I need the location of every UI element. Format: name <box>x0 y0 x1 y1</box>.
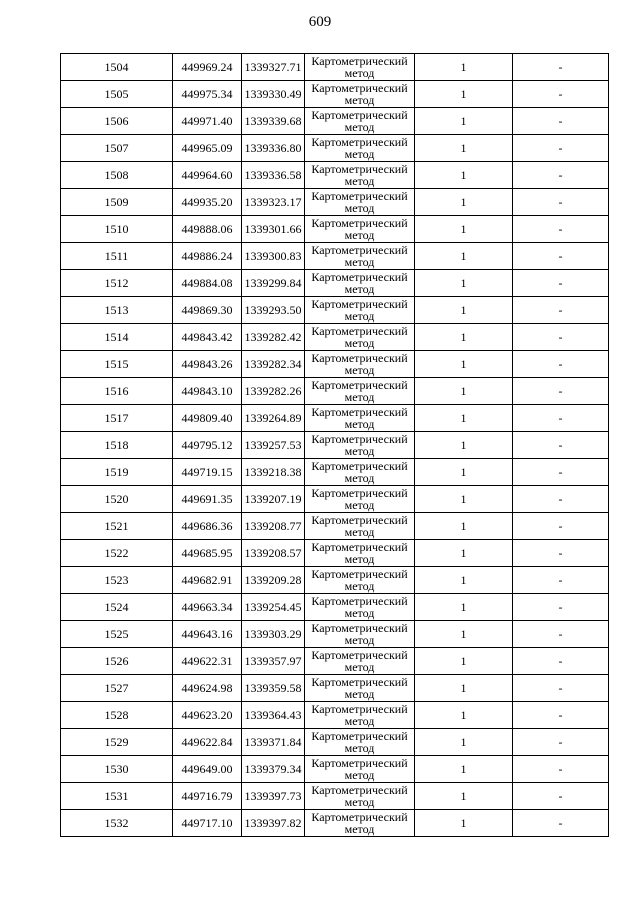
coordinate-x-cell: 449624.98 <box>173 675 242 702</box>
method-line-1: Картометрический <box>311 539 408 554</box>
coordinate-x-cell: 449682.91 <box>173 567 242 594</box>
point-number-cell: 1524 <box>61 594 173 621</box>
accuracy-cell: 1 <box>415 621 513 648</box>
description-cell: - <box>513 81 609 108</box>
accuracy-cell: 1 <box>415 216 513 243</box>
method-line-1: Картометрический <box>311 80 408 95</box>
accuracy-cell: 1 <box>415 108 513 135</box>
method-line-2: метод <box>344 767 375 782</box>
method-line-1: Картометрический <box>311 215 408 230</box>
method-line-2: метод <box>344 686 375 701</box>
coordinates-table <box>60 53 609 837</box>
method-line-2: метод <box>344 173 375 188</box>
coordinate-y-cell: 1339327.71 <box>242 54 305 81</box>
method-line-1: Картометрический <box>311 431 408 446</box>
table-row <box>61 540 609 567</box>
description-cell: - <box>513 378 609 405</box>
description-cell: - <box>513 216 609 243</box>
method-line-1: Картометрический <box>311 377 408 392</box>
coordinate-x-cell: 449719.15 <box>173 459 242 486</box>
coordinate-x-cell: 449809.40 <box>173 405 242 432</box>
description-cell: - <box>513 324 609 351</box>
table-row <box>61 108 609 135</box>
point-number-cell: 1528 <box>61 702 173 729</box>
table-row <box>61 729 609 756</box>
accuracy-cell: 1 <box>415 297 513 324</box>
coordinate-y-cell: 1339379.34 <box>242 756 305 783</box>
method-cell <box>305 729 415 756</box>
coordinate-x-cell: 449975.34 <box>173 81 242 108</box>
method-line-2: метод <box>344 713 375 728</box>
table-row <box>61 405 609 432</box>
accuracy-cell: 1 <box>415 702 513 729</box>
coordinate-y-cell: 1339301.66 <box>242 216 305 243</box>
method-line-1: Картометрический <box>311 242 408 257</box>
method-cell <box>305 54 415 81</box>
accuracy-cell: 1 <box>415 675 513 702</box>
accuracy-cell: 1 <box>415 135 513 162</box>
description-cell: - <box>513 270 609 297</box>
coordinate-x-cell: 449716.79 <box>173 783 242 810</box>
method-cell <box>305 378 415 405</box>
coordinate-x-cell: 449717.10 <box>173 810 242 837</box>
coordinate-y-cell: 1339282.42 <box>242 324 305 351</box>
table-row <box>61 54 609 81</box>
point-number-cell: 1511 <box>61 243 173 270</box>
method-line-1: Картометрический <box>311 512 408 527</box>
coordinate-x-cell: 449843.26 <box>173 351 242 378</box>
method-line-2: метод <box>344 470 375 485</box>
method-line-2: метод <box>344 281 375 296</box>
coordinate-y-cell: 1339330.49 <box>242 81 305 108</box>
point-number-cell: 1510 <box>61 216 173 243</box>
table-row <box>61 378 609 405</box>
description-cell: - <box>513 594 609 621</box>
table-row <box>61 810 609 837</box>
description-cell: - <box>513 297 609 324</box>
point-number-cell: 1507 <box>61 135 173 162</box>
method-line-2: метод <box>344 200 375 215</box>
method-cell <box>305 540 415 567</box>
table-row <box>61 702 609 729</box>
coordinate-x-cell: 449886.24 <box>173 243 242 270</box>
method-cell <box>305 594 415 621</box>
description-cell: - <box>513 648 609 675</box>
method-line-2: метод <box>344 254 375 269</box>
coordinate-y-cell: 1339208.57 <box>242 540 305 567</box>
method-line-1: Картометрический <box>311 350 408 365</box>
coordinate-y-cell: 1339371.84 <box>242 729 305 756</box>
method-cell <box>305 702 415 729</box>
method-line-1: Картометрический <box>311 107 408 122</box>
point-number-cell: 1529 <box>61 729 173 756</box>
method-line-2: метод <box>344 632 375 647</box>
description-cell: - <box>513 756 609 783</box>
method-line-2: метод <box>344 443 375 458</box>
method-line-2: метод <box>344 227 375 242</box>
page-number: 609 <box>308 14 332 30</box>
table-row <box>61 675 609 702</box>
method-line-2: метод <box>344 605 375 620</box>
accuracy-cell: 1 <box>415 540 513 567</box>
point-number-cell: 1530 <box>61 756 173 783</box>
accuracy-cell: 1 <box>415 729 513 756</box>
coordinate-x-cell: 449691.35 <box>173 486 242 513</box>
description-cell: - <box>513 729 609 756</box>
method-line-1: Картометрический <box>311 809 408 824</box>
coordinate-x-cell: 449843.42 <box>173 324 242 351</box>
point-number-cell: 1513 <box>61 297 173 324</box>
method-cell <box>305 270 415 297</box>
description-cell: - <box>513 459 609 486</box>
accuracy-cell: 1 <box>415 648 513 675</box>
method-line-2: метод <box>344 362 375 377</box>
coordinate-x-cell: 449884.08 <box>173 270 242 297</box>
coordinate-y-cell: 1339303.29 <box>242 621 305 648</box>
accuracy-cell: 1 <box>415 594 513 621</box>
description-cell: - <box>513 702 609 729</box>
coordinate-x-cell: 449686.36 <box>173 513 242 540</box>
method-cell <box>305 783 415 810</box>
coordinates-table-body <box>61 54 609 837</box>
point-number-cell: 1523 <box>61 567 173 594</box>
point-number-cell: 1516 <box>61 378 173 405</box>
point-number-cell: 1517 <box>61 405 173 432</box>
method-line-1: Картометрический <box>311 161 408 176</box>
method-line-2: метод <box>344 551 375 566</box>
method-cell <box>305 648 415 675</box>
coordinate-y-cell: 1339218.38 <box>242 459 305 486</box>
accuracy-cell: 1 <box>415 243 513 270</box>
point-number-cell: 1509 <box>61 189 173 216</box>
method-line-1: Картометрический <box>311 458 408 473</box>
table-row <box>61 513 609 540</box>
coordinate-x-cell: 449965.09 <box>173 135 242 162</box>
coordinate-y-cell: 1339264.89 <box>242 405 305 432</box>
table-row <box>61 135 609 162</box>
method-line-2: метод <box>344 524 375 539</box>
method-cell <box>305 621 415 648</box>
coordinate-x-cell: 449663.34 <box>173 594 242 621</box>
coordinate-y-cell: 1339299.84 <box>242 270 305 297</box>
description-cell: - <box>513 189 609 216</box>
table-row <box>61 189 609 216</box>
table-row <box>61 783 609 810</box>
coordinate-y-cell: 1339257.53 <box>242 432 305 459</box>
table-row <box>61 621 609 648</box>
method-cell <box>305 405 415 432</box>
coordinate-x-cell: 449622.31 <box>173 648 242 675</box>
accuracy-cell: 1 <box>415 567 513 594</box>
table-row <box>61 216 609 243</box>
coordinate-x-cell: 449622.84 <box>173 729 242 756</box>
method-cell <box>305 486 415 513</box>
point-number-cell: 1527 <box>61 675 173 702</box>
point-number-cell: 1519 <box>61 459 173 486</box>
description-cell: - <box>513 351 609 378</box>
coordinate-y-cell: 1339397.73 <box>242 783 305 810</box>
accuracy-cell: 1 <box>415 810 513 837</box>
method-line-1: Картометрический <box>311 404 408 419</box>
method-line-2: метод <box>344 119 375 134</box>
method-line-1: Картометрический <box>311 296 408 311</box>
coordinate-x-cell: 449623.20 <box>173 702 242 729</box>
method-line-2: метод <box>344 497 375 512</box>
method-line-2: метод <box>344 65 375 80</box>
accuracy-cell: 1 <box>415 81 513 108</box>
description-cell: - <box>513 432 609 459</box>
coordinate-x-cell: 449869.30 <box>173 297 242 324</box>
method-line-1: Картометрический <box>311 701 408 716</box>
method-cell <box>305 432 415 459</box>
coordinate-x-cell: 449888.06 <box>173 216 242 243</box>
table-row <box>61 297 609 324</box>
point-number-cell: 1505 <box>61 81 173 108</box>
description-cell: - <box>513 567 609 594</box>
coordinate-x-cell: 449795.12 <box>173 432 242 459</box>
coordinate-y-cell: 1339207.19 <box>242 486 305 513</box>
method-cell <box>305 351 415 378</box>
method-cell <box>305 243 415 270</box>
method-line-2: метод <box>344 146 375 161</box>
method-line-1: Картометрический <box>311 674 408 689</box>
coordinate-x-cell: 449649.00 <box>173 756 242 783</box>
description-cell: - <box>513 54 609 81</box>
table-row <box>61 270 609 297</box>
table-row <box>61 243 609 270</box>
coordinate-y-cell: 1339208.77 <box>242 513 305 540</box>
method-line-2: метод <box>344 578 375 593</box>
coordinate-y-cell: 1339254.45 <box>242 594 305 621</box>
description-cell: - <box>513 162 609 189</box>
method-line-1: Картометрический <box>311 593 408 608</box>
table-row <box>61 162 609 189</box>
method-line-1: Картометрический <box>311 620 408 635</box>
accuracy-cell: 1 <box>415 351 513 378</box>
point-number-cell: 1526 <box>61 648 173 675</box>
description-cell: - <box>513 675 609 702</box>
accuracy-cell: 1 <box>415 459 513 486</box>
method-cell <box>305 459 415 486</box>
method-cell <box>305 567 415 594</box>
method-cell <box>305 108 415 135</box>
point-number-cell: 1515 <box>61 351 173 378</box>
coordinate-y-cell: 1339397.82 <box>242 810 305 837</box>
accuracy-cell: 1 <box>415 432 513 459</box>
accuracy-cell: 1 <box>415 756 513 783</box>
description-cell: - <box>513 135 609 162</box>
point-number-cell: 1525 <box>61 621 173 648</box>
method-cell <box>305 513 415 540</box>
accuracy-cell: 1 <box>415 54 513 81</box>
accuracy-cell: 1 <box>415 162 513 189</box>
method-line-1: Картометрический <box>311 647 408 662</box>
method-line-1: Картометрический <box>311 566 408 581</box>
accuracy-cell: 1 <box>415 405 513 432</box>
point-number-cell: 1520 <box>61 486 173 513</box>
method-line-1: Картометрический <box>311 485 408 500</box>
table-row <box>61 351 609 378</box>
point-number-cell: 1521 <box>61 513 173 540</box>
table-row <box>61 459 609 486</box>
accuracy-cell: 1 <box>415 270 513 297</box>
method-line-1: Картометрический <box>311 323 408 338</box>
coordinate-y-cell: 1339282.26 <box>242 378 305 405</box>
point-number-cell: 1508 <box>61 162 173 189</box>
coordinate-y-cell: 1339364.43 <box>242 702 305 729</box>
method-line-1: Картометрический <box>311 728 408 743</box>
coordinate-y-cell: 1339300.83 <box>242 243 305 270</box>
method-line-2: метод <box>344 821 375 836</box>
coordinate-x-cell: 449935.20 <box>173 189 242 216</box>
accuracy-cell: 1 <box>415 324 513 351</box>
point-number-cell: 1504 <box>61 54 173 81</box>
method-cell <box>305 216 415 243</box>
method-line-1: Картометрический <box>311 188 408 203</box>
coordinate-x-cell: 449843.10 <box>173 378 242 405</box>
coordinate-x-cell: 449685.95 <box>173 540 242 567</box>
point-number-cell: 1506 <box>61 108 173 135</box>
point-number-cell: 1514 <box>61 324 173 351</box>
description-cell: - <box>513 621 609 648</box>
method-cell <box>305 810 415 837</box>
coordinate-y-cell: 1339339.68 <box>242 108 305 135</box>
method-line-1: Картометрический <box>311 269 408 284</box>
coordinate-x-cell: 449643.16 <box>173 621 242 648</box>
method-cell <box>305 324 415 351</box>
coordinate-y-cell: 1339323.17 <box>242 189 305 216</box>
table-row <box>61 81 609 108</box>
description-cell: - <box>513 810 609 837</box>
table-row <box>61 324 609 351</box>
coordinate-y-cell: 1339336.58 <box>242 162 305 189</box>
method-cell <box>305 162 415 189</box>
coordinate-y-cell: 1339357.97 <box>242 648 305 675</box>
coordinate-x-cell: 449969.24 <box>173 54 242 81</box>
table-row <box>61 567 609 594</box>
description-cell: - <box>513 540 609 567</box>
coordinate-y-cell: 1339336.80 <box>242 135 305 162</box>
coordinate-x-cell: 449964.60 <box>173 162 242 189</box>
point-number-cell: 1532 <box>61 810 173 837</box>
method-cell <box>305 297 415 324</box>
point-number-cell: 1518 <box>61 432 173 459</box>
description-cell: - <box>513 243 609 270</box>
method-line-1: Картометрический <box>311 755 408 770</box>
point-number-cell: 1522 <box>61 540 173 567</box>
description-cell: - <box>513 513 609 540</box>
table-row <box>61 594 609 621</box>
method-line-1: Картометрический <box>311 782 408 797</box>
point-number-cell: 1531 <box>61 783 173 810</box>
description-cell: - <box>513 486 609 513</box>
table-row <box>61 486 609 513</box>
method-line-1: Картометрический <box>311 134 408 149</box>
table-row <box>61 648 609 675</box>
coordinate-y-cell: 1339282.34 <box>242 351 305 378</box>
method-line-2: метод <box>344 740 375 755</box>
description-cell: - <box>513 783 609 810</box>
method-line-2: метод <box>344 92 375 107</box>
coordinate-y-cell: 1339359.58 <box>242 675 305 702</box>
coordinate-y-cell: 1339209.28 <box>242 567 305 594</box>
accuracy-cell: 1 <box>415 189 513 216</box>
point-number-cell: 1512 <box>61 270 173 297</box>
coordinate-x-cell: 449971.40 <box>173 108 242 135</box>
coordinate-y-cell: 1339293.50 <box>242 297 305 324</box>
method-line-2: метод <box>344 416 375 431</box>
method-line-2: метод <box>344 335 375 350</box>
method-line-1: Картометрический <box>311 53 408 68</box>
method-line-2: метод <box>344 794 375 809</box>
description-cell: - <box>513 405 609 432</box>
method-line-2: метод <box>344 389 375 404</box>
description-cell: - <box>513 108 609 135</box>
method-cell <box>305 135 415 162</box>
method-cell <box>305 675 415 702</box>
method-line-2: метод <box>344 308 375 323</box>
table-row <box>61 756 609 783</box>
accuracy-cell: 1 <box>415 783 513 810</box>
method-cell <box>305 189 415 216</box>
accuracy-cell: 1 <box>415 486 513 513</box>
accuracy-cell: 1 <box>415 378 513 405</box>
table-row <box>61 432 609 459</box>
method-line-2: метод <box>344 659 375 674</box>
method-cell <box>305 756 415 783</box>
accuracy-cell: 1 <box>415 513 513 540</box>
method-cell <box>305 81 415 108</box>
